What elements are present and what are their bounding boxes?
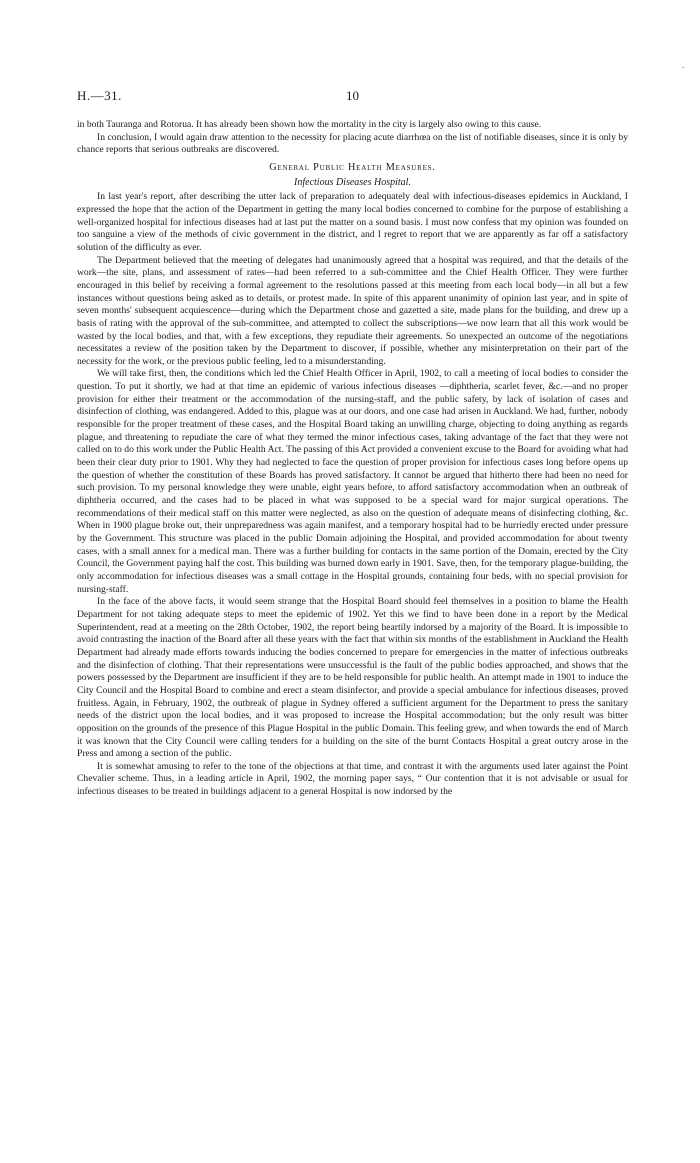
section-heading: General Public Health Measures. bbox=[269, 161, 436, 173]
document-reference: H.—31. bbox=[77, 88, 122, 103]
body-paragraph-4: In the face of the above facts, it would seem strange that the Hospital Board should feel themselves in a position to blame the Health Department for not taking adequate steps to meet the epidemic of 1902. Yet this we find to have been done in a report by the Medical Superintendent, read at a meeting on the 28th October, 1902, the report being heartily indorsed by a majority of the Board. It is impossible to avoid contrasting the inaction of the Board after all these years with the fact that within six months of the establishment in Auckland the Health Department had already made efforts towards inducing the bodies concerned to prepare for emergencies in the matter of infectious outbreaks and the disinfection of clothing. That their representations were unsuccessful is the fault of the public bodies approached, and shows that the powers possessed by the Department are insufficient if they are to be held responsible for public health. An attempt made in 1901 to induce the City Council and the Hospital Board to combine and erect a steam disinfector, and provide a special ambulance for infectious diseases, proved fruitless. Again, in February, 1902, the outbreak of plague in Sydney offered a sufficient argument for the Department to press the sanitary needs of the district upon the local bodies, and it was proposed to increase the Hospital accommodation; but the only result was bitter opposition on the grounds of the presence of this Plague Hospital in the public Domain. This feeling grew, and when towards the end of March it was known that the City Council were calling tenders for a building on the site of the burnt Contacts Hospital a great outcry arose in the Press and among a section of the public. bbox=[77, 596, 628, 760]
intro-paragraph-2: In conclusion, I would again draw attention to the necessity for placing acute diarrhœa on the list of notifiable diseases, since it is only by chance reports that serious outbreaks are discovered. bbox=[77, 131, 628, 156]
body-paragraph-1: In last year's report, after describing the utter lack of preparation to adequately deal with infectious-diseases epidemics in Auckland, I expressed the hope that the action of the Department in getting the many local bodies concerned to combine for the purpose of establishing a well-organized hospital for infectious diseases had at last put the matter on a sound basis. I must now confess that my opinion was founded on too sanguine a view of the methods of civic government in the district, and I regret to report that we are apparently as far off a satisfactory solution of the difficulty as ever. bbox=[77, 191, 628, 253]
page-header bbox=[77, 88, 628, 104]
document-body bbox=[77, 119, 628, 799]
corner-mark: . bbox=[682, 60, 685, 70]
page-number: 10 bbox=[346, 88, 359, 103]
body-paragraph-3: We will take first, then, the conditions which led the Chief Health Officer in April, 1902, to call a meeting of local bodies to consider the question. To put it shortly, we had at that time an epidemic of various infectious diseases —diphtheria, scarlet fever, &c.—and no proper provision for either their treatment or the accommodation of the nursing-staff, and the public safety, by lack of isolation of cases and disinfection of clothing, was endangered. Added to this, plague was at our doors, and one case had arisen in Auckland. We had, further, nobody responsible for the proper treatment of these cases, and the Hospital Board taking an unwilling charge, objecting to doing anything as regards plague, and threatening to repudiate the care of what they termed the minor infectious cases, taking advantage of the fact that they were not called on to do this work under the Public Health Act. The passing of this Act provided a convenient excuse to the Board for avoiding what had been their clear duty prior to 1901. Why they had neglected to face the question of proper provision for infectious cases long before opens up the question of whether the constitution of these Boards has proved satisfactory. It cannot be argued that hitherto there had been no need for such provision. To my personal knowledge they were unable, eight years before, to afford satisfactory accommodation when an outbreak of diphtheria occurred, and the cases had to be placed in what was supposed to be a special ward for major surgical operations. The recommendations of their medical staff on this matter were neglected, as also on the question of adequate means of disinfecting clothing, &c. When in 1900 plague broke out, their unpreparedness was again manifest, and a temporary hospital had to be hurriedly erected under pressure by the Government. This structure was placed in the public Domain adjoining the Hospital, and provided accommodation for about twenty cases, with a small annex for a medical man. There was a further building for contacts in the same portion of the Domain, erected by the City Council, the Government paying half the cost. This building was burned down early in 1901. Save, then, for the temporary plague-building, the only accommodation for infectious diseases was a small cottage in the Hospital grounds, containing four beds, with no special provision for nursing-staff. bbox=[77, 368, 628, 595]
subsection-heading: Infectious Diseases Hospital. bbox=[294, 176, 411, 188]
body-paragraph-5: It is somewhat amusing to refer to the tone of the objections at that time, and contrast it with the arguments used later against the Point Chevalier scheme. Thus, in a leading article in April, 1902, the morning paper says, “ Our contention that it is not advisable or usual for infectious diseases to be treated in buildings adjacent to a general Hospital is now indorsed by the bbox=[77, 760, 628, 798]
body-paragraph-2: The Department believed that the meeting of delegates had unanimously agreed that a hospital was required, and that the details of the work—the site, plans, and assessment of rates—had been referred to a sub-committee and the Chief Health Officer. They were further encouraged in this belief by receiving a formal agreement to the resolutions passed at this meeting from each local body—in all but a few instances without questions being asked as to details, or protest made. In spite of this apparent unanimity of opinion last year, and in spite of seven months' subsequent acquiescence—during which the Department chose and gazetted a site, made plans for the building, and drew up a basis of rating with the approval of the sub-committee, and attempted to collect the subscriptions—we now learn that all this work would be wasted by the local bodies, and that, with a few exceptions, they repudiate their agreements. So unexpected an outcome of the negotiations necessitates a review of the position taken by the Department to discover, if possible, whether any misinterpretation on their part of the necessity for the work, or the previous public feeling, led to a misunderstanding. bbox=[77, 254, 628, 367]
intro-paragraph-1: in both Tauranga and Rotorua. It has already been shown how the mortality in the city is largely also owing to this cause. bbox=[77, 119, 542, 130]
